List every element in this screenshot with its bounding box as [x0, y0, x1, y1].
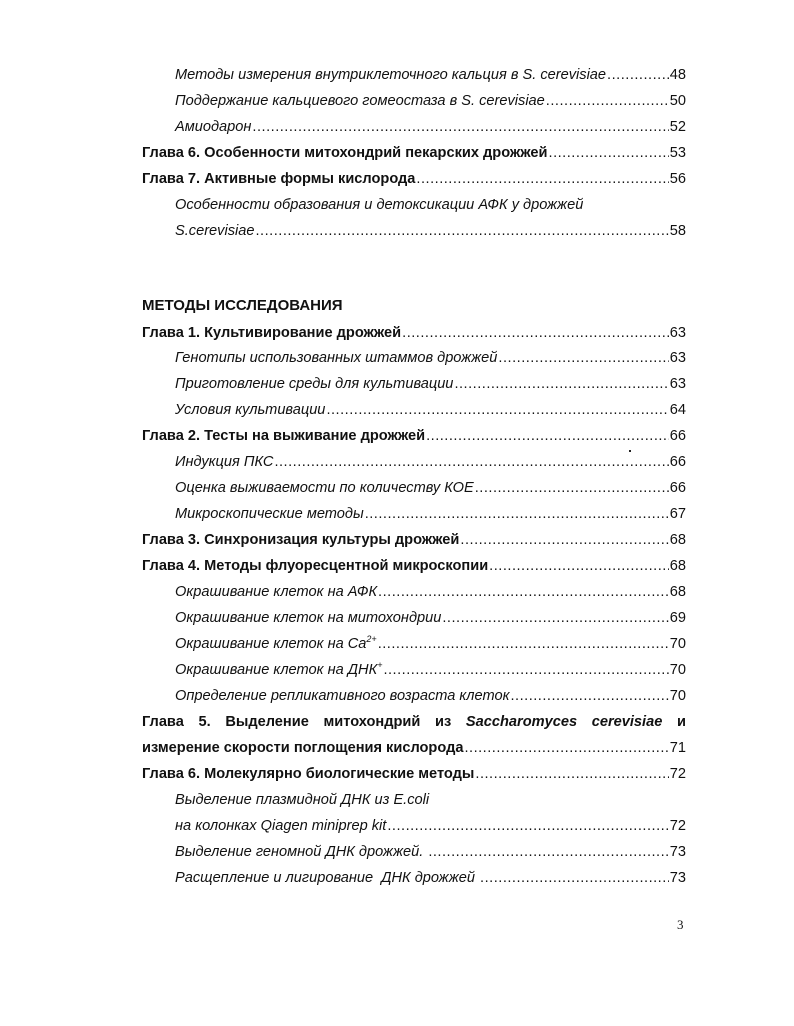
toc-entry [175, 373, 686, 395]
toc-entry-title: Приготовление среды для культивации [175, 376, 454, 392]
toc-chapter-title: Глава 3. Синхронизация культуры дрожжей [142, 532, 460, 548]
toc-chapter-title: Глава 4. Методы флуоресцентной микроскопии [142, 558, 489, 574]
toc-entry-title: Оценка выживаемости по количеству КОЕ [175, 480, 474, 496]
toc-entry [175, 477, 686, 499]
toc-chapter-page: 56 [669, 171, 686, 187]
toc-entry-page: 70 [669, 688, 686, 704]
dot-leader [475, 477, 669, 499]
toc-entry-title: Поддержание кальциевого гомеостаза в S. cerevisiae [175, 93, 545, 109]
toc-entry-title: Индукция ПКС [175, 454, 274, 470]
section-heading: МЕТОДЫ ИССЛЕДОВАНИЯ [142, 297, 343, 314]
toc-chapter-page: 72 [669, 766, 686, 782]
toc-chapter [142, 737, 686, 759]
word: 5. [198, 714, 211, 730]
toc-entry [175, 581, 686, 603]
toc-entry-page: 72 [669, 818, 686, 834]
toc-entry [175, 90, 686, 112]
toc-entry [175, 633, 686, 655]
toc-entry-title: Расщепление и лигирование ДНК дрожжей [175, 870, 480, 886]
toc-entry-page: 66 [669, 454, 686, 470]
dot-leader [252, 116, 668, 138]
dot-leader [326, 399, 668, 421]
toc-entry [175, 841, 686, 863]
dot-leader [480, 867, 669, 889]
toc-chapter-title: Глава 2. Тесты на выживание дрожжей [142, 428, 426, 444]
toc-entry [175, 503, 686, 525]
dot-leader [454, 373, 668, 395]
toc-entry-title: Микроскопические методы [175, 506, 364, 522]
word: Глава [142, 714, 184, 730]
toc-entry-page: 70 [669, 636, 686, 652]
toc-chapter-page: 53 [669, 145, 686, 161]
toc-chapter-title: Глава 1. Культивирование дрожжей [142, 325, 402, 341]
toc-chapter-justified-line [142, 711, 686, 733]
toc-entry-page: 48 [669, 67, 686, 83]
page-number: 3 [677, 917, 684, 932]
word: Выделение [225, 714, 309, 730]
toc-entry-title-text: Окрашивание клеток на Ca [175, 636, 367, 652]
toc-entry-title: Определение репликативного возраста клеток [175, 688, 510, 704]
toc-chapter-page: 68 [669, 558, 686, 574]
toc-entry-title: Окрашивание клеток на митохондрии [175, 610, 442, 626]
toc-chapter [142, 142, 686, 164]
toc-entry-page: 58 [669, 223, 686, 239]
superscript: + [377, 660, 383, 671]
toc-entry [175, 399, 686, 421]
toc-chapter-page: 71 [669, 740, 686, 756]
dot-leader [416, 168, 668, 190]
dot-leader [428, 841, 668, 863]
toc-entry-page: 69 [669, 610, 686, 626]
toc-entry-page: 52 [669, 119, 686, 135]
toc-entry-title: Генотипы использованных штаммов дрожжей [175, 350, 498, 366]
dot-leader [378, 581, 669, 603]
toc-entry-title: на колонках Qiagen miniprep kit [175, 818, 387, 834]
toc-chapter [142, 322, 686, 344]
toc-entry [175, 867, 686, 889]
toc-entry-page: 70 [669, 662, 686, 678]
toc-entry-page: 66 [669, 480, 686, 496]
toc-entry [175, 194, 686, 216]
dot-leader [426, 425, 669, 447]
dot-leader [365, 503, 669, 525]
toc-entry-title: Особенности образования и детоксикации АФК у дрожжей [175, 197, 584, 213]
dot-leader [549, 142, 669, 164]
toc-entry-page: 68 [669, 584, 686, 600]
dot-leader [475, 763, 668, 785]
toc-entry [175, 607, 686, 629]
toc-entry-title: Амиодарон [175, 119, 252, 135]
dot-leader [498, 347, 668, 369]
toc-chapter-page: 63 [669, 325, 686, 341]
dot-leader [383, 659, 668, 681]
toc-entry-title: Выделение плазмидной ДНК из E.coli [175, 792, 430, 808]
toc-entry [175, 789, 686, 811]
toc-entry-title: Условия культивации [175, 402, 326, 418]
toc-entry-title: Окрашивание клеток на АФК [175, 584, 378, 600]
toc-entry-page: 50 [669, 93, 686, 109]
toc-entry [175, 116, 686, 138]
toc-entry-page: 64 [669, 402, 686, 418]
toc-chapter-title: Глава 6. Молекулярно биологические методы [142, 766, 475, 782]
superscript: 2+ [366, 634, 377, 645]
dot-leader [489, 555, 669, 577]
toc-entry [175, 220, 686, 242]
toc-entry [175, 815, 686, 837]
dot-leader [402, 322, 669, 344]
toc-chapter [142, 425, 686, 447]
word-italic: Saccharomyces [465, 714, 578, 730]
toc-chapter-page: 66 [669, 428, 686, 444]
dot-leader [387, 815, 668, 837]
word-italic: cerevisiae [591, 714, 663, 730]
toc-entry-page: 63 [669, 376, 686, 392]
toc-entry-title: S.cerevisiae [175, 223, 255, 239]
dot-leader [256, 220, 669, 242]
toc-entry-page: 73 [669, 870, 686, 886]
toc-chapter-title: измерение скорости поглощения кислорода [142, 740, 464, 756]
word: и [676, 714, 686, 730]
toc-chapter [142, 529, 686, 551]
dot-leader [274, 451, 668, 473]
toc-entry-page: 63 [669, 350, 686, 366]
toc-chapter-page: 68 [669, 532, 686, 548]
dot-leader [546, 90, 669, 112]
toc-entry [175, 685, 686, 707]
toc-entry-title: Методы измерения внутриклеточного кальция в S. cerevisiae [175, 67, 607, 83]
toc-entry-title: Выделение геномной ДНК дрожжей. [175, 844, 428, 860]
toc-chapter [142, 168, 686, 190]
toc-entry-title [175, 633, 377, 655]
toc-chapter [142, 763, 686, 785]
dot-leader [464, 737, 668, 759]
toc-entry [175, 451, 686, 473]
toc-entry [175, 64, 686, 86]
word: из [435, 714, 452, 730]
toc-entry-title-text: Окрашивание клеток на ДНК [175, 662, 378, 678]
toc-entry [175, 347, 686, 369]
toc-entry [175, 659, 686, 681]
word: митохондрий [323, 714, 421, 730]
dot-leader [460, 529, 668, 551]
dot-leader [510, 685, 668, 707]
toc-chapter-title: Глава 7. Активные формы кислорода [142, 171, 416, 187]
toc-entry-page: 73 [669, 844, 686, 860]
toc-chapter-title: Глава 6. Особенности митохондрий пекарских дрожжей [142, 145, 548, 161]
toc-entry-page: 67 [669, 506, 686, 522]
dot-leader [442, 607, 668, 629]
toc-chapter [142, 555, 686, 577]
dot-leader [607, 64, 669, 86]
toc-entry-title [175, 659, 382, 681]
dot-leader [378, 633, 669, 655]
